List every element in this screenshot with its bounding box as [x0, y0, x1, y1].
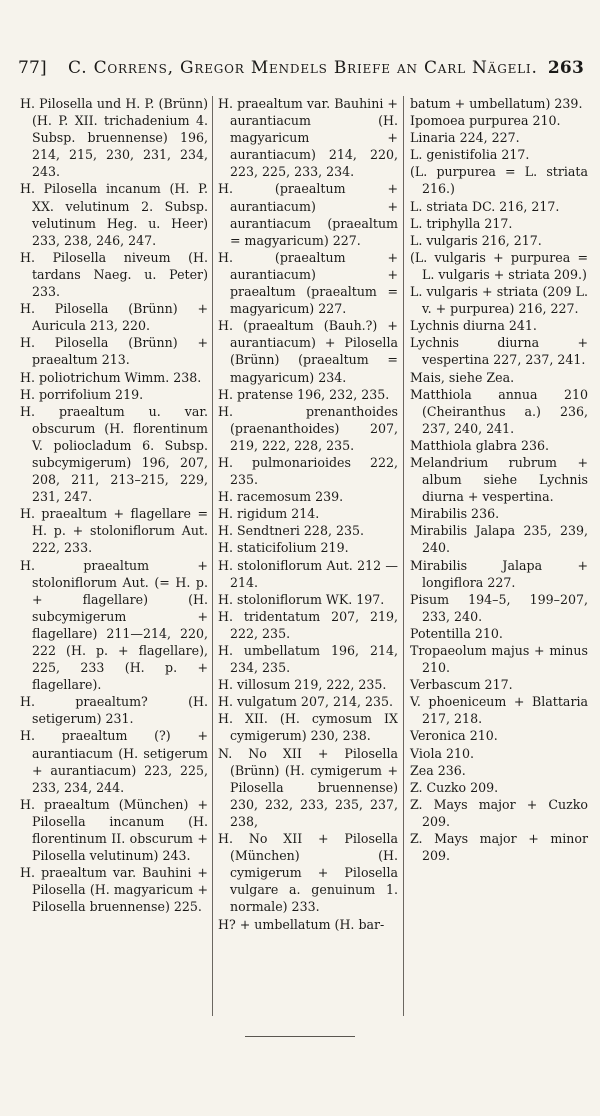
index-entry: Potentilla 210.	[410, 625, 503, 641]
running-header	[18, 58, 584, 82]
index-entry: Matthiola glabra 236.	[410, 437, 550, 453]
index-entry: H. XII. (H. cymosum IX cymigerum) 230, 238.	[218, 711, 398, 744]
index-entry: L. vulgaris + striata (209 L. v. + purpurea) 216, 227.	[410, 284, 588, 317]
index-entry: L. striata DC. 216, 217.	[410, 198, 560, 214]
index-entry: Mais, siehe Zea.	[410, 369, 515, 385]
index-entry: Z. Mays major + minor 209.	[410, 831, 588, 864]
running-title: C. Correns, Gregor Mendels Briefe an Carl Nägeli.	[68, 58, 538, 78]
index-entry: Mirabilis Jalapa + longiflora 227.	[410, 557, 588, 590]
index-entry: N. No XII + Pilosella (Brünn) (H. cymigerum + Pilosella bruennense) 230, 232, 233, 235, 237, 238,	[218, 745, 398, 829]
index-entry: H. rigidum 214.	[218, 506, 320, 522]
column-divider-2	[403, 96, 404, 1016]
index-entry: H. umbellatum 196, 214, 234, 235.	[218, 643, 398, 676]
index-entry: H. Pilosella incanum (H. P. XX. velutinum 2. Subsp. velutinum Heg. u. Heer) 233, 238, 246, 247.	[20, 181, 208, 248]
index-entry: H. praealtum (München) + Pilosella incanum (H. florentinum II. obscurum + Pilosella velutinum) 243.	[20, 796, 208, 864]
index-entry: H. Pilosella (Brünn) + Auricula 213, 220.	[20, 301, 208, 334]
index-entry: Mirabilis Jalapa 235, 239, 240.	[410, 523, 588, 556]
index-entry: batum + umbellatum) 239.	[410, 96, 583, 111]
index-entry: (L. vulgaris + purpurea = L. vulgaris + striata 209.)	[410, 249, 588, 282]
index-entry: Mirabilis 236.	[410, 506, 500, 522]
index-entry: H. No XII + Pilosella (München) (H. cymigerum + Pilosella vulgare a. genuinum 1. normale) 233.	[218, 831, 398, 915]
index-entry: Matthiola annua 210 (Cheiranthus a.) 236, 237, 240, 241.	[410, 386, 588, 436]
index-entry: H. stoloniflorum Aut. 212 —214.	[218, 557, 398, 590]
page-marker-left: 77]	[18, 58, 47, 78]
index-entry: L. vulgaris 216, 217.	[410, 232, 542, 248]
index-entry: Veronica 210.	[410, 728, 498, 744]
index-entry: Lychnis diurna + vespertina 227, 237, 241.	[410, 335, 588, 368]
index-entry: H. praealtum (?) + aurantiacum (H. setigerum + aurantiacum) 223, 225, 233, 234, 244.	[20, 728, 208, 795]
index-column-3	[410, 95, 588, 864]
index-entry: H. poliotrichum Wimm. 238.	[20, 369, 202, 385]
index-entry: H. tridentatum 207, 219, 222, 235.	[218, 608, 398, 641]
index-entry: H. praealtum var. Bauhini + aurantiacum (H. magyaricum + aurantiacum) 214, 220, 223, 225, 233, 234.	[218, 96, 398, 180]
index-entry: H. porrifolium 219.	[20, 386, 144, 402]
index-entry: H. pulmonarioides 222, 235.	[218, 454, 398, 488]
index-column-1	[20, 95, 208, 916]
index-entry: H. pratense 196, 232, 235.	[218, 386, 390, 402]
index-entry: Pisum 194–5, 199–207, 233, 240.	[410, 591, 588, 624]
index-entry: H. Pilosella niveum (H. tardans Naeg. u. Peter) 233.	[20, 249, 208, 300]
index-entry: H. (praealtum (Bauh.?) + aurantiacum) + Pilosella (Brünn) (praealtum = magyaricum) 234.	[218, 318, 398, 385]
index-column-2	[218, 95, 398, 933]
page-number: 263	[547, 58, 584, 78]
index-entry: Zea 236.	[410, 762, 466, 778]
column-divider-1	[212, 96, 213, 1016]
index-entry: Melandrium rubrum + album siehe Lychnis diurna + vespertina.	[410, 454, 588, 505]
index-entry: H. racemosum 239.	[218, 489, 344, 505]
index-entry: H. Sendtneri 228, 235.	[218, 523, 365, 539]
index-entry: L. triphylla 217.	[410, 215, 513, 231]
index-entry: L. genistifolia 217.	[410, 147, 530, 163]
index-entry: Z. Cuzko 209.	[410, 779, 499, 795]
index-entry: H. Pilosella und H. P. (Brünn) (H. P. XII. trichadenium 4. Subsp. bruennense) 196, 214, 215, 230, 231, 234, 243.	[20, 96, 208, 180]
index-entry: Linaria 224, 227.	[410, 130, 520, 146]
index-entry: Ipomoea purpurea 210.	[410, 113, 561, 129]
index-entry: Viola 210.	[410, 745, 475, 761]
index-entry: H. praealtum var. Bauhini + Pilosella (H. magyaricum + Pilosella bruennense) 225.	[20, 865, 208, 915]
index-entry: H. praealtum + flagellare = H. p. + stoloniflorum Aut. 222, 233.	[20, 506, 208, 556]
index-entry: H. (praealtum + aurantiacum) + aurantiacum (praealtum = magyaricum) 227.	[218, 181, 398, 248]
index-entry: H. vulgatum 207, 214, 235.	[218, 694, 394, 710]
index-entry: H. stoloniflorum WK. 197.	[218, 591, 385, 607]
index-entry: H. praealtum + stoloniflorum Aut. (= H. p. + flagellare) (H. subcymigerum + flagellare) 211—214, 220, 222 (H. p. + flagellare), 225, 233 (H. p. + flagellare).	[20, 557, 208, 693]
index-entry: Z. Mays major + Cuzko 209.	[410, 796, 588, 829]
index-entry: Tropaeolum majus + minus 210.	[410, 643, 588, 676]
closing-rule	[245, 1036, 355, 1037]
index-entry: H? + umbellatum (H. bar-	[218, 916, 385, 932]
index-entry: H. villosum 219, 222, 235.	[218, 677, 387, 693]
index-entry: H. (praealtum + aurantiacum) + praealtum (praealtum = magyaricum) 227.	[218, 249, 398, 317]
index-entry: H. praealtum? (H. setigerum) 231.	[20, 694, 208, 727]
index-entry: Lychnis diurna 241.	[410, 318, 537, 334]
index-entry: H. staticifolium 219.	[218, 540, 349, 556]
index-entry: Verbascum 217.	[410, 677, 513, 693]
index-entry: H. prenanthoides (praenanthoides) 207, 219, 222, 228, 235.	[218, 403, 398, 453]
index-entry: V. phoeniceum + Blattaria 217, 218.	[410, 694, 588, 727]
index-entry: (L. purpurea = L. striata 216.)	[410, 164, 588, 197]
index-entry: H. praealtum u. var. obscurum (H. florentinum V. poliocladum 6. Subsp. subcymigerum) 196, 207, 208, 211, 213–215, 229, 231, 247.	[20, 403, 208, 505]
index-entry: H. Pilosella (Brünn) + praealtum 213.	[20, 335, 208, 368]
